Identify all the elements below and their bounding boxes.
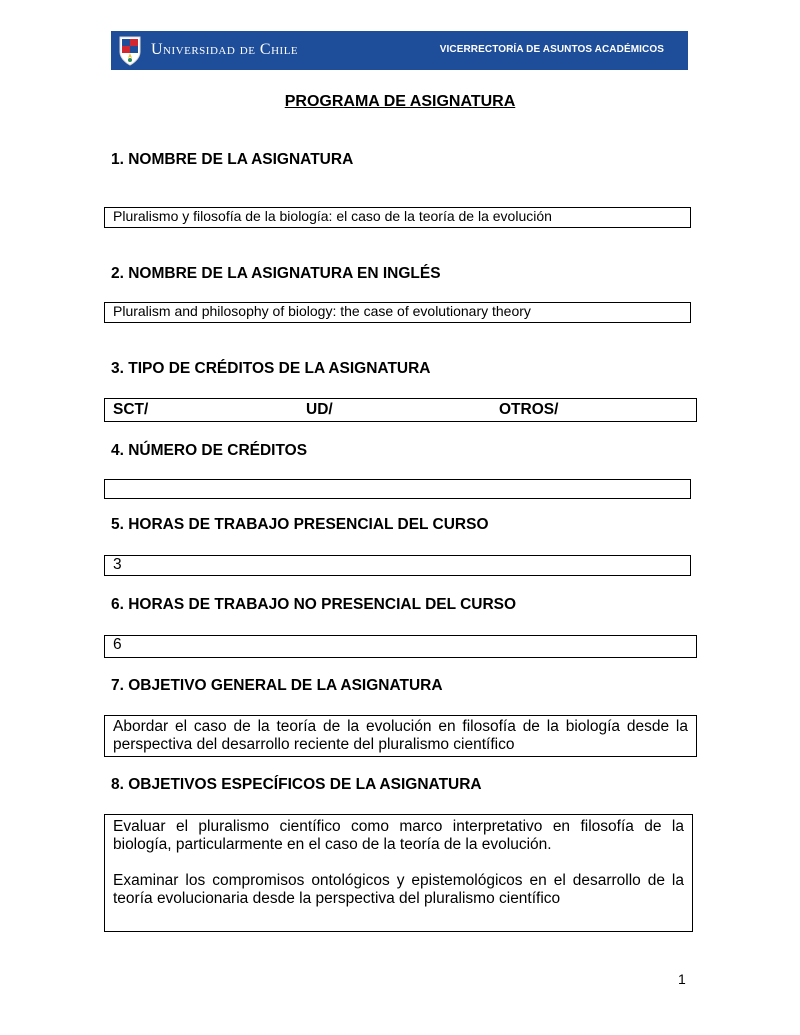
office-name: VICERRECTORÍA DE ASUNTOS ACADÉMICOS xyxy=(439,44,664,55)
section-heading-self-study-hours: 6. HORAS DE TRABAJO NO PRESENCIAL DEL CURSO xyxy=(111,596,517,613)
course-name-field xyxy=(104,207,691,228)
general-objective-field xyxy=(104,715,697,757)
section-heading-course-name-english: 2. NOMBRE DE LA ASIGNATURA EN INGLÉS xyxy=(111,265,441,282)
credit-type-field xyxy=(104,398,697,422)
page-title: PROGRAMA DE ASIGNATURA xyxy=(284,93,516,110)
self-study-hours-field xyxy=(104,635,697,658)
university-name: Universidad de Chile xyxy=(151,41,299,58)
section-heading-specific-objectives: 8. OBJETIVOS ESPECÍFICOS DE LA ASIGNATURA xyxy=(111,776,482,793)
university-header-banner xyxy=(111,31,688,70)
section-heading-course-name: 1. NOMBRE DE LA ASIGNATURA xyxy=(111,151,354,168)
section-heading-general-objective: 7. OBJETIVO GENERAL DE LA ASIGNATURA xyxy=(111,677,443,694)
self-study-hours-value: 6 xyxy=(113,636,122,653)
specific-objective-1: Evaluar el pluralismo científico como marco interpretativo en filosofía de la biología, particularmente en el caso de la teoría de la evolución. xyxy=(113,818,684,853)
page-number: 1 xyxy=(678,971,686,987)
section-heading-credit-type: 3. TIPO DE CRÉDITOS DE LA ASIGNATURA xyxy=(111,360,431,377)
course-name-english-field xyxy=(104,302,691,323)
section-heading-in-person-hours: 5. HORAS DE TRABAJO PRESENCIAL DEL CURSO xyxy=(111,516,489,533)
specific-objectives-field xyxy=(104,814,693,932)
course-name-value: Pluralismo y filosofía de la biología: el caso de la teoría de la evolución xyxy=(113,208,552,224)
in-person-hours-value: 3 xyxy=(113,556,122,573)
course-name-english-value: Pluralism and philosophy of biology: the case of evolutionary theory xyxy=(113,303,531,319)
general-objective-value: Abordar el caso de la teoría de la evolución en filosofía de la biología desde la perspectiva del desarrollo reciente del pluralismo científico xyxy=(113,718,688,753)
university-crest-icon xyxy=(117,34,143,67)
section-heading-credit-number: 4. NÚMERO DE CRÉDITOS xyxy=(111,442,308,459)
in-person-hours-field xyxy=(104,555,691,576)
credit-type-ud: UD/ xyxy=(306,401,333,418)
credit-type-otros: OTROS/ xyxy=(499,401,559,418)
credit-type-sct: SCT/ xyxy=(113,401,149,418)
specific-objective-2: Examinar los compromisos ontológicos y epistemológicos en el desarrollo de la teoría evolucionaria desde la perspectiva del pluralismo científico xyxy=(113,872,684,907)
credit-number-field xyxy=(104,479,691,499)
